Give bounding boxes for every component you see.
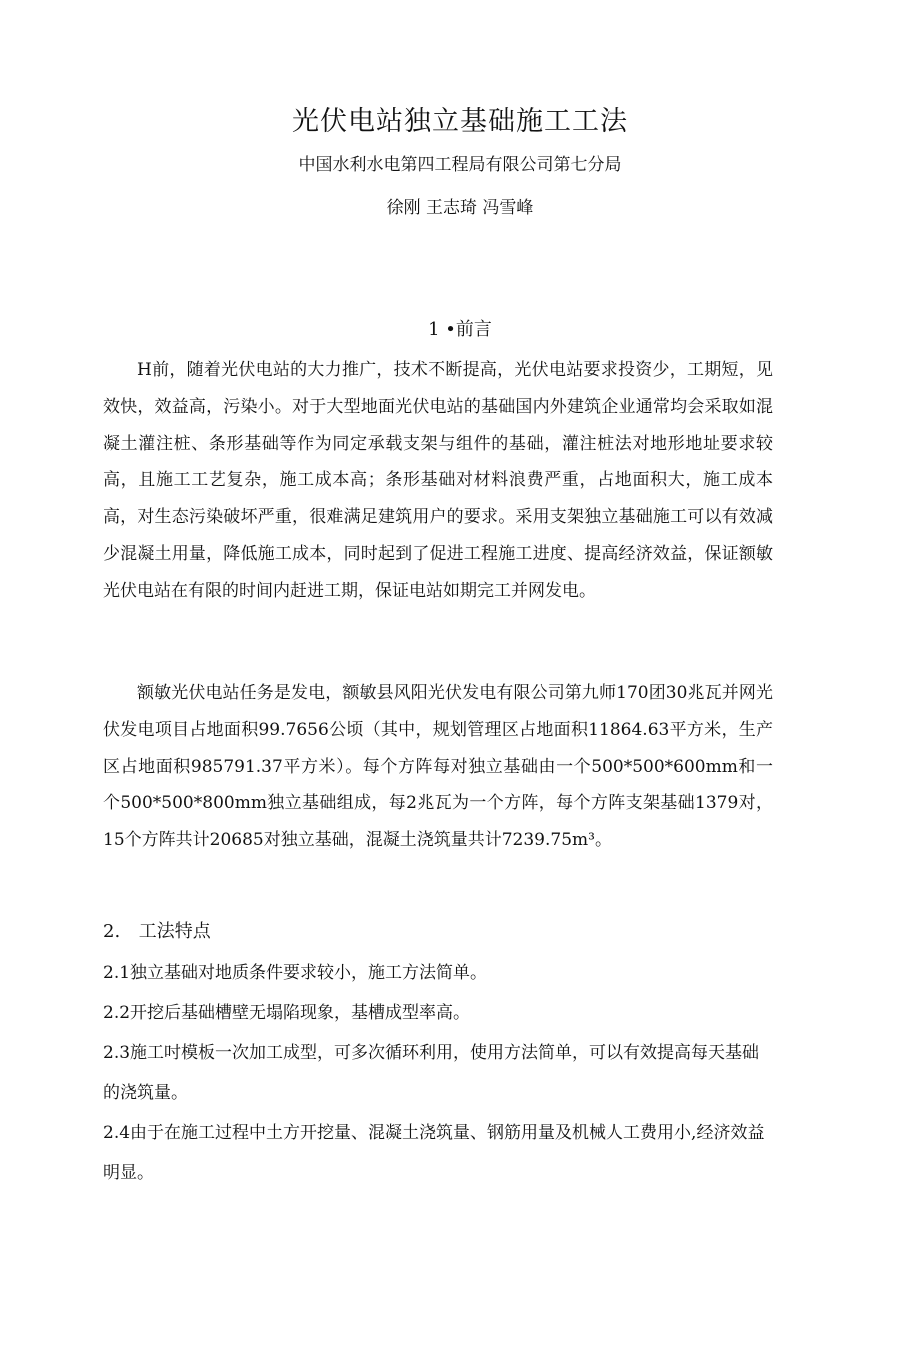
section-1-paragraph: H前，随着光伏电站的大力推广，技术不断提高，光伏电站要求投资少，工期短，见效快，效益高，污染小。对于大型地面光伏电站的基础国内外建筑企业通常均会采取如混凝土灌注桩、条形基础等作为同定承载支架与组件的基础，灌注桩法对地形地址要求较高，且施工工艺复杂，施工成本高；条形基础对材料浪费严重，占地面积大，施工成本高，对生态污染破坏严重，很难满足建筑用户的要求。采用支架独立基础施工可以有效减少混凝土用量，降低施工成本，同时起到了促进工程施工进度、提高经济效益，保证额敏光伏电站在有限的时间内赶进工期，保证电站如期完工并网发电。 xyxy=(103,360,773,601)
affiliation: 中国水利水电第四工程局有限公司第七分局 xyxy=(298,155,622,175)
section-1-paragraph: 额敏光伏电站任务是发电，额敏县风阳光伏发电有限公司第九师170团30兆瓦并网光伏发电项目占地面积99.7656公顷（其中，规划管理区占地面积11864.63平方米，生产区占地面积985791.37平方米）。每个方阵每对独立基础由一个500*500*600mm和一个500*500*800mm独立基础组成，每2兆瓦为一个方阵，每个方阵支架基础1379对，15个方阵共计20685对独立基础，混凝土浇筑量共计7239.75m³。 xyxy=(103,683,773,851)
section-1-heading: 1 •前言 xyxy=(428,319,492,340)
feature-item: 2.3施工吋模板一次加工成型，可多次循环利用，使用方法简单，可以有效提高每天基础的浇筑量。 xyxy=(103,1043,760,1103)
section-1-paragraph-1-wrap xyxy=(103,352,773,610)
section-2-heading xyxy=(103,916,211,948)
feature-item: 2.2开挖后基础槽壁无塌陷现象，基槽成型率高。 xyxy=(103,1003,471,1023)
section-1-paragraph-2-wrap xyxy=(103,675,773,859)
feature-item: 2.4由于在施工过程中土方开挖量、混凝土浇筑量、钢筋用量及机械人工费用小,经济效益明显。 xyxy=(103,1123,765,1183)
authors: 徐刚 王志琦 冯雪峰 xyxy=(386,198,534,218)
document-title: 光伏电站独立基础施工工法 xyxy=(292,106,628,137)
feature-item: 2.1独立基础对地质条件要求较小，施工方法简单。 xyxy=(103,963,488,983)
section-2-number: 2. xyxy=(103,921,121,942)
section-2-title: 工法特点 xyxy=(138,921,211,942)
